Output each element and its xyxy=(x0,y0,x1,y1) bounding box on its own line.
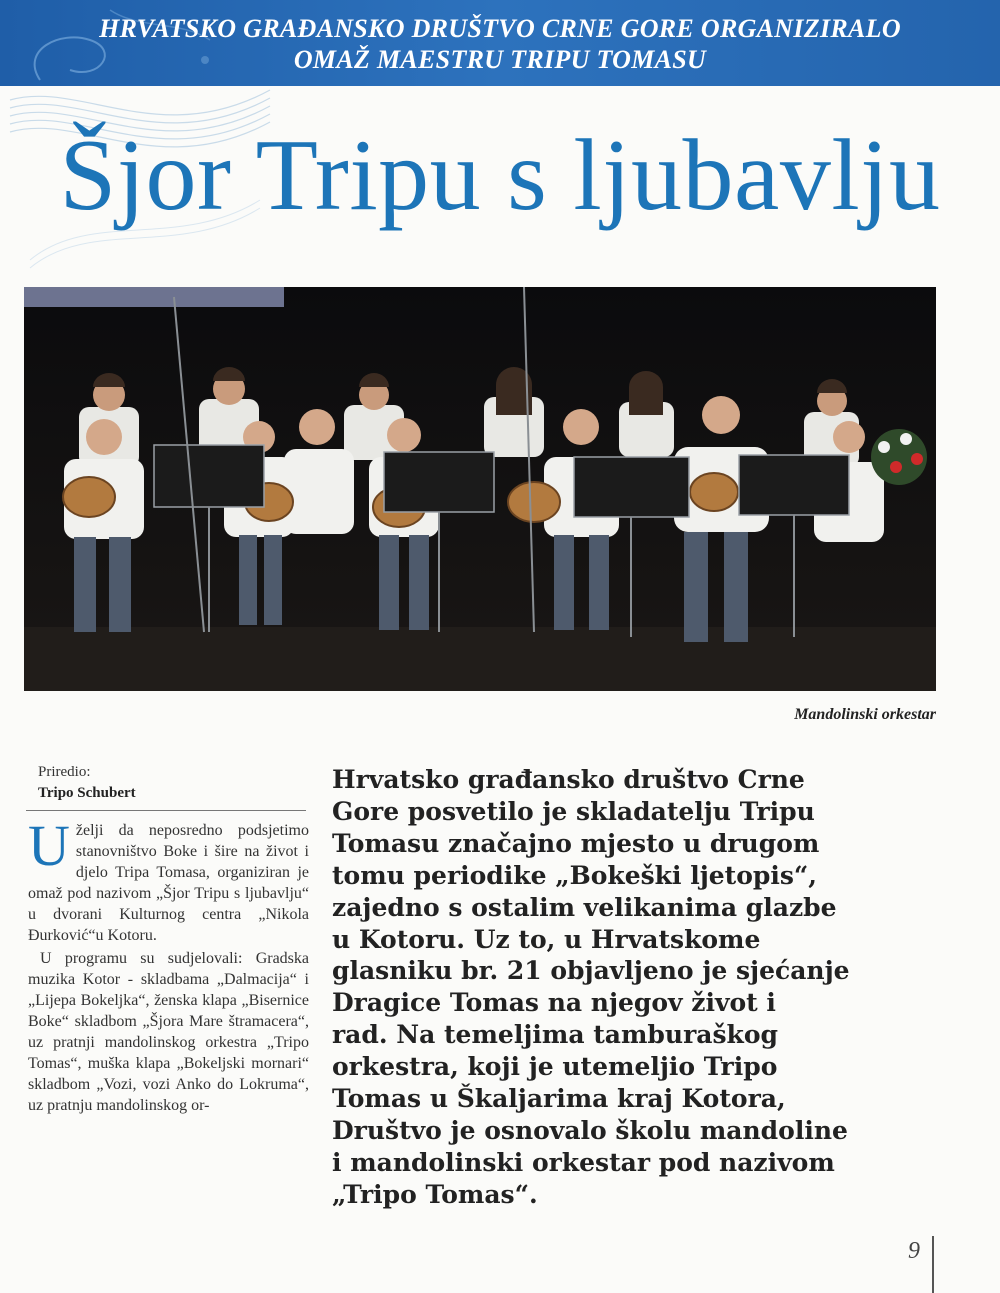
lead-line: Društvo je osnovalo školu mandoline xyxy=(332,1115,848,1145)
drop-cap: U xyxy=(28,813,70,878)
body-paragraph-1 xyxy=(28,813,309,946)
body-paragraph-2: U programu su sudjelovali: Gradska muzika Kotor - skladbama „Dalmacija“ i „Lijepa Bokeljka“, ženska klapa „Bisernice Boke“ skladbom „Šjora Mare štramacera“, uz pratnji mandolinskog orkestra „Tripo Tomas“, muška klapa „Bokeljski mornari“ skladbom „Vozi, vozi Anko do Lokruma“, uz pratnju mandolinskog or- xyxy=(28,950,309,1114)
byline-author: Tripo Schubert xyxy=(38,785,136,801)
lead-line: Gore posvetilo je skladatelju Tripu xyxy=(332,796,815,826)
lead-line: orkestra, koji je utemeljio Tripo xyxy=(332,1052,778,1082)
page-number-rule xyxy=(932,1236,934,1293)
lead-line: tomu periodike „Bokeški ljetopis“, xyxy=(332,860,818,890)
lead-line: glasniku br. 21 objavljeno je sjećanje xyxy=(332,956,850,986)
photo-caption: Mandolinski orkestar xyxy=(794,706,936,723)
body-paragraph-1-text: želji da neposredno podsjetimo stanovništvo Boke i šire na život i djelo Tripa Tomasa, organiziran je omaž pod nazivom „Šjor Tripu s ljubavlju“ u dvorani Kulturnog centra „Nikola Đurković“u Kotoru. xyxy=(28,822,309,944)
lead-paragraph xyxy=(332,764,912,1211)
orchestra-illustration xyxy=(24,287,936,691)
kicker-line-2: OMAŽ MAESTRU TRIPU TOMASU xyxy=(293,45,707,74)
lead-line: Hrvatsko građansko društvo Crne xyxy=(332,765,805,794)
lead-line: „Tripo Tomas“. xyxy=(332,1179,538,1209)
orchestra-photo xyxy=(24,287,936,691)
lead-line: Tomas u Škaljarima kraj Kotora, xyxy=(332,1084,786,1114)
lead-line: i mandolinski orkestar pod nazivom xyxy=(332,1147,835,1177)
lead-line: u Kotoru. Uz to, u Hrvatskome xyxy=(332,924,761,954)
kicker-line-1: HRVATSKO GRAĐANSKO DRUŠTVO CRNE GORE ORGANIZIRALO xyxy=(99,14,901,43)
article-headline: Šjor Tripu s ljubavlju xyxy=(59,119,941,232)
page-number: 9 xyxy=(908,1238,920,1264)
byline-divider xyxy=(26,810,306,811)
byline-label: Priredio: xyxy=(38,764,91,780)
lead-line: rad. Na temeljima tamburaškog xyxy=(332,1020,778,1050)
kicker-banner xyxy=(0,0,1000,86)
lead-line: Dragice Tomas na njegov život i xyxy=(332,988,776,1018)
body-column xyxy=(28,813,309,1118)
lead-line: Tomasu značajno mjesto u drugom xyxy=(332,828,820,858)
lead-line: zajedno s ostalim velikanima glazbe xyxy=(332,892,837,922)
